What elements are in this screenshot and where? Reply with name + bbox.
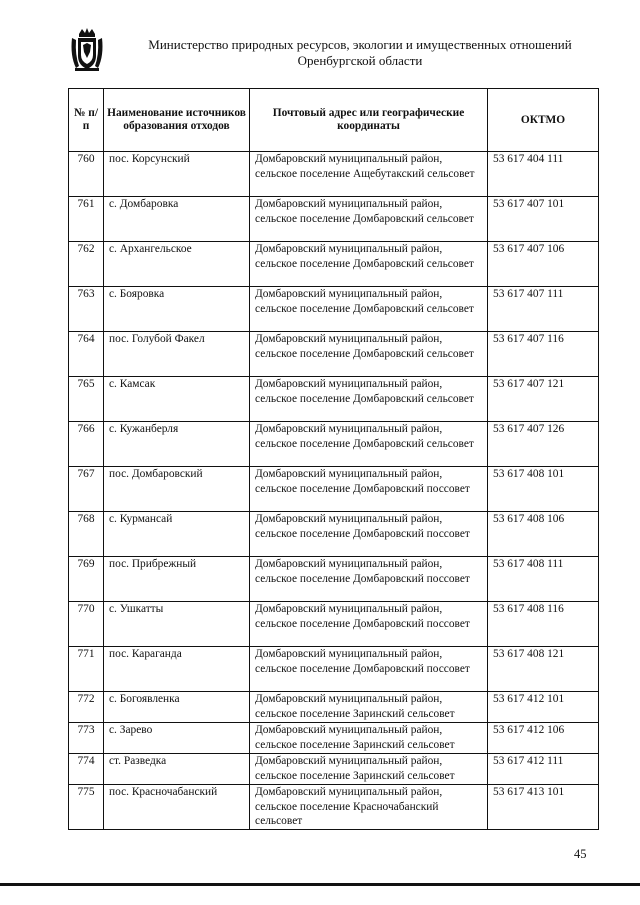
row-oktmo: 53 617 407 106 [488, 242, 599, 287]
organization-line-1: Министерство природных ресурсов, экологии и имущественных отношений [148, 37, 572, 52]
waste-sources-table [68, 88, 599, 830]
organization-name [120, 37, 600, 69]
row-oktmo: 53 617 407 121 [488, 377, 599, 422]
bottom-rule [0, 883, 640, 886]
row-address: Домбаровский муниципальный район, сельское поселение Домбаровский сельсовет [250, 197, 488, 242]
row-source: пос. Красночабанский [104, 785, 250, 830]
row-source: с. Кужанберля [104, 422, 250, 467]
column-header-source: Наименование источников образования отходов [104, 89, 250, 152]
row-source: пос. Домбаровский [104, 467, 250, 512]
row-source: с. Ушкатты [104, 602, 250, 647]
row-num: 767 [69, 467, 104, 512]
row-address: Домбаровский муниципальный район, сельское поселение Домбаровский сельсовет [250, 422, 488, 467]
table-row [69, 422, 599, 467]
row-oktmo: 53 617 412 101 [488, 692, 599, 723]
row-source: с. Курмансай [104, 512, 250, 557]
row-source: с. Богоявленка [104, 692, 250, 723]
row-oktmo: 53 617 404 111 [488, 152, 599, 197]
page-header [0, 0, 640, 90]
table-header-row [69, 89, 599, 152]
row-source: с. Камсак [104, 377, 250, 422]
row-num: 772 [69, 692, 104, 723]
row-address: Домбаровский муниципальный район, сельское поселение Домбаровский сельсовет [250, 377, 488, 422]
row-address: Домбаровский муниципальный район, сельское поселение Домбаровский сельсовет [250, 287, 488, 332]
row-num: 769 [69, 557, 104, 602]
row-address: Домбаровский муниципальный район, сельское поселение Домбаровский поссовет [250, 512, 488, 557]
row-oktmo: 53 617 407 116 [488, 332, 599, 377]
column-header-address: Почтовый адрес или географические координаты [250, 89, 488, 152]
row-address: Домбаровский муниципальный район, сельское поселение Заринский сельсовет [250, 754, 488, 785]
table-row [69, 602, 599, 647]
row-source: с. Бояровка [104, 287, 250, 332]
table-row [69, 287, 599, 332]
row-source: пос. Голубой Факел [104, 332, 250, 377]
row-oktmo: 53 617 407 101 [488, 197, 599, 242]
table-row [69, 332, 599, 377]
row-address: Домбаровский муниципальный район, сельское поселение Домбаровский сельсовет [250, 242, 488, 287]
row-source: пос. Корсунский [104, 152, 250, 197]
row-address: Домбаровский муниципальный район, сельское поселение Красночабанский сельсовет [250, 785, 488, 830]
table-row [69, 723, 599, 754]
row-address: Домбаровский муниципальный район, сельское поселение Домбаровский поссовет [250, 557, 488, 602]
row-oktmo: 53 617 408 106 [488, 512, 599, 557]
row-oktmo: 53 617 407 111 [488, 287, 599, 332]
column-header-num: № п/п [69, 89, 104, 152]
row-num: 760 [69, 152, 104, 197]
table-row [69, 152, 599, 197]
row-address: Домбаровский муниципальный район, сельское поселение Домбаровский поссовет [250, 647, 488, 692]
row-num: 765 [69, 377, 104, 422]
row-source: с. Домбаровка [104, 197, 250, 242]
organization-line-2: Оренбургской области [297, 53, 423, 68]
table-row [69, 785, 599, 830]
row-address: Домбаровский муниципальный район, сельское поселение Домбаровский поссовет [250, 602, 488, 647]
table-row [69, 377, 599, 422]
row-oktmo: 53 617 412 106 [488, 723, 599, 754]
row-oktmo: 53 617 408 101 [488, 467, 599, 512]
row-source: с. Зарево [104, 723, 250, 754]
row-num: 766 [69, 422, 104, 467]
row-source: с. Архангельское [104, 242, 250, 287]
row-num: 768 [69, 512, 104, 557]
table-row [69, 647, 599, 692]
table-row [69, 692, 599, 723]
row-num: 770 [69, 602, 104, 647]
table-row [69, 467, 599, 512]
table-row [69, 754, 599, 785]
row-num: 774 [69, 754, 104, 785]
row-oktmo: 53 617 413 101 [488, 785, 599, 830]
column-header-oktmo: ОКТМО [488, 89, 599, 152]
table-row [69, 512, 599, 557]
row-num: 771 [69, 647, 104, 692]
row-num: 764 [69, 332, 104, 377]
row-address: Домбаровский муниципальный район, сельское поселение Домбаровский сельсовет [250, 332, 488, 377]
row-oktmo: 53 617 408 116 [488, 602, 599, 647]
table-row [69, 197, 599, 242]
row-num: 775 [69, 785, 104, 830]
row-source: ст. Разведка [104, 754, 250, 785]
coat-of-arms-icon [70, 28, 104, 72]
row-oktmo: 53 617 408 121 [488, 647, 599, 692]
row-num: 762 [69, 242, 104, 287]
row-address: Домбаровский муниципальный район, сельское поселение Ащебутакский сельсовет [250, 152, 488, 197]
row-num: 761 [69, 197, 104, 242]
row-oktmo: 53 617 408 111 [488, 557, 599, 602]
row-num: 773 [69, 723, 104, 754]
row-address: Домбаровский муниципальный район, сельское поселение Домбаровский поссовет [250, 467, 488, 512]
row-oktmo: 53 617 407 126 [488, 422, 599, 467]
row-address: Домбаровский муниципальный район, сельское поселение Заринский сельсовет [250, 723, 488, 754]
table-row [69, 242, 599, 287]
row-source: пос. Прибрежный [104, 557, 250, 602]
page-number: 45 [574, 847, 587, 861]
row-num: 763 [69, 287, 104, 332]
row-oktmo: 53 617 412 111 [488, 754, 599, 785]
row-address: Домбаровский муниципальный район, сельское поселение Заринский сельсовет [250, 692, 488, 723]
row-source: пос. Караганда [104, 647, 250, 692]
table-row [69, 557, 599, 602]
